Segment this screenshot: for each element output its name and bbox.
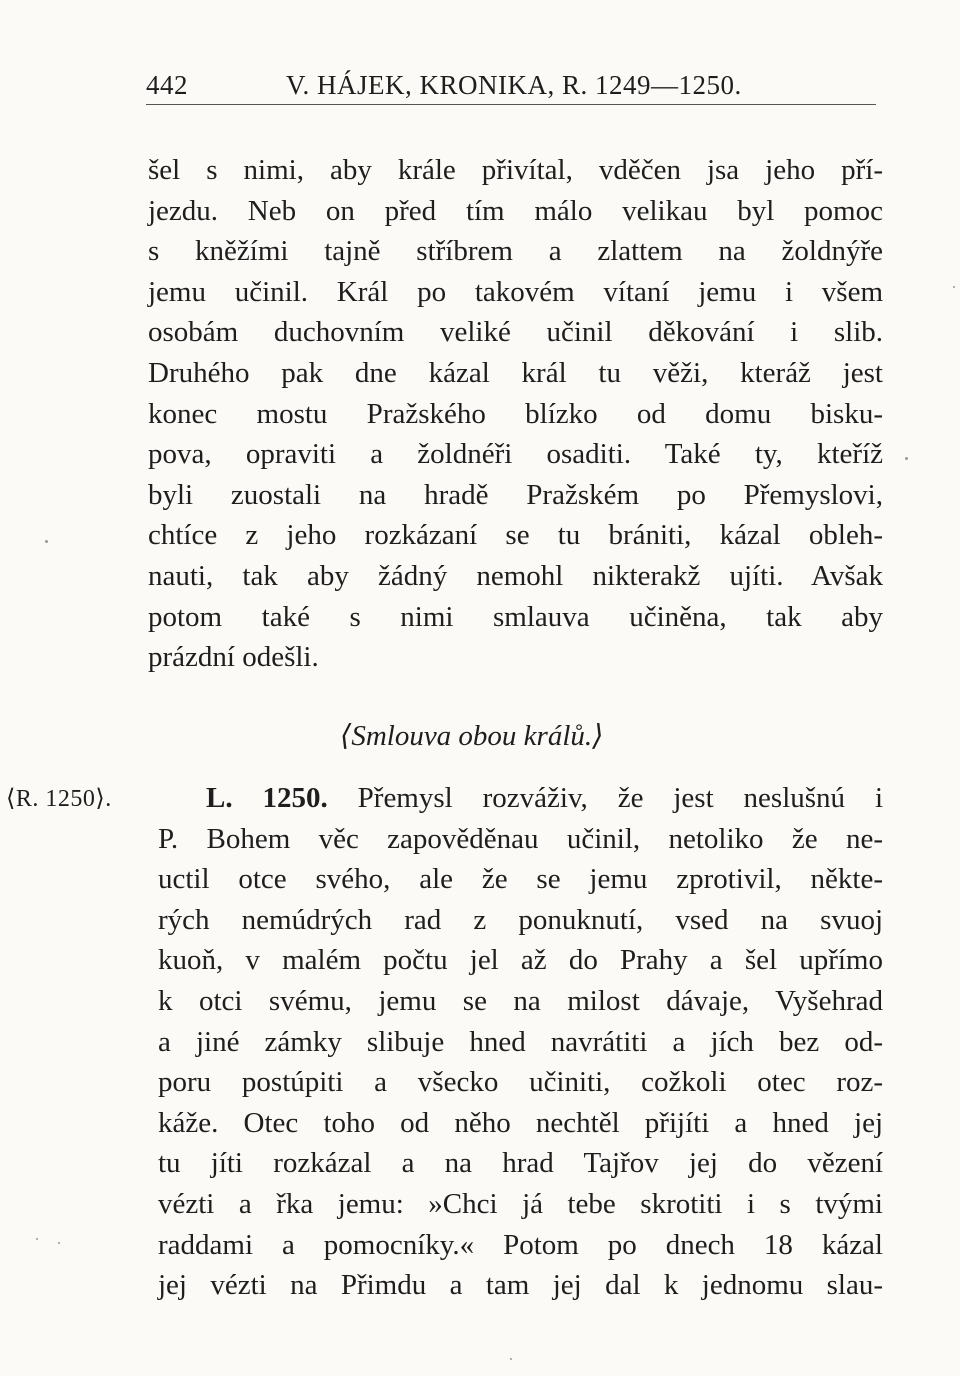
running-title: V. HÁJEK, KRONIKA, R. 1249—1250. [286, 70, 742, 100]
text-line: raddami a pomocníky.« Potom po dnech 18 kázal [158, 1228, 883, 1261]
text-line: jezdu. Neb on před tím málo velikau byl pomoc [148, 194, 883, 227]
text-line: konec mostu Pražského blízko od domu bisku- [148, 397, 883, 430]
text-line: osobám duchovním veliké učinil děkování i slib. [148, 316, 883, 349]
section-heading: ⟨Smlouva obou králů.⟩ [340, 720, 604, 752]
text-line: uctil otce svého, ale že se jemu zprotivil, někte- [158, 863, 883, 896]
text-line: nauti, tak aby žádný nemohl nikterakž ujíti. Avšak [148, 559, 883, 592]
text-line: P. Bohem věc zapověděnau učinil, netoliko že ne- [158, 822, 883, 855]
text-line: chtíce z jeho rozkázaní se tu brániti, kázal obleh- [148, 519, 883, 552]
text-line: k otci svému, jemu se na milost dávaje, Vyšehrad [158, 984, 883, 1017]
text-line: poru postúpiti a všecko učiniti, cožkoli otec roz- [158, 1066, 883, 1099]
margin-note: ⟨R. 1250⟩. [6, 786, 112, 812]
text-line: potom také s nimi smlauva učiněna, tak aby [148, 600, 883, 633]
text-line: tu jíti rozkázal a na hrad Tajřov jej do vězení [158, 1147, 883, 1180]
text-line: a jiné zámky slibuje hned navrátiti a jích bez od- [158, 1025, 883, 1058]
text-line: prázdní odešli. [148, 641, 319, 674]
text-line-first [148, 778, 883, 819]
text-line: rých nemúdrých rad z ponuknutí, vsed na svuoj [158, 903, 883, 936]
page-number: 442 [146, 70, 188, 100]
first-line-text: Přemysl rozváživ, že jest neslušnú i [327, 782, 883, 814]
year-label: L. 1250. [206, 782, 328, 814]
text-line: jej vézti na Přimdu a tam jej dal k jednomu slau- [158, 1269, 883, 1302]
ink-speck [36, 1238, 38, 1240]
text-line: vézti a řka jemu: »Chci já tebe skrotiti i s tvými [158, 1187, 883, 1220]
text-line: šel s nimi, aby krále přivítal, vděčen jsa jeho pří- [148, 154, 883, 186]
text-line: pova, opraviti a žoldnéři osaditi. Také ty, kteříž [148, 438, 883, 471]
text-line: s kněžími tajně stříbrem a zlattem na žoldnýře [148, 235, 883, 268]
text-line: kuoň, v malém počtu jel až do Prahy a šel upřímo [158, 944, 883, 977]
ink-speck [58, 1242, 60, 1244]
ink-speck [953, 286, 955, 288]
text-line: jemu učinil. Král po takovém vítaní jemu i všem [148, 275, 883, 308]
ink-speck [510, 1358, 512, 1360]
header-rule [146, 104, 876, 105]
paragraph-2 [148, 778, 883, 1306]
paragraph-1 [148, 150, 883, 678]
ink-speck [45, 540, 48, 543]
text-line: Druhého pak dne kázal král tu věži, kteráž jest [148, 356, 883, 389]
text-line: káže. Otec toho od něho nechtěl přijíti a hned jej [158, 1106, 883, 1139]
text-line: byli zuostali na hradě Pražském po Přemyslovi, [148, 478, 883, 511]
ink-speck [905, 457, 908, 460]
